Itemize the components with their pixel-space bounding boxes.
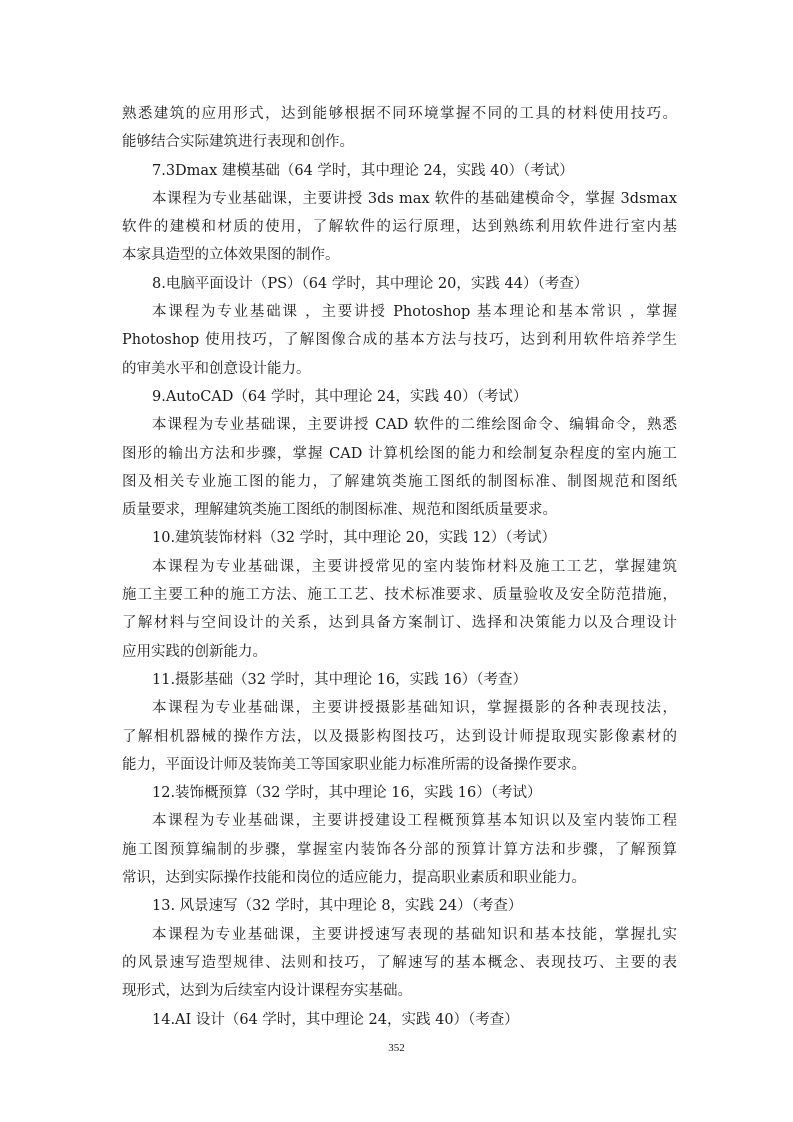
text-line: 应用实践的创新能力。: [122, 643, 267, 660]
text-line: 图形的输出方法和步骤，掌握 CAD 计算机绘图的能力和绘制复杂程度的室内施工: [122, 445, 677, 462]
text-line: 软件的建模和材质的使用，了解软件的运行原理，达到熟练利用软件进行室内基: [122, 219, 677, 236]
course-heading: 10.建筑装饰材料（32 学时，其中理论 20，实践 12）（考试）: [152, 530, 556, 547]
text-line: 本课程为专业基础课，主要讲授常见的室内装饰材料及施工工艺，掌握建筑: [152, 558, 677, 575]
text-line: 的审美水平和创意设计能力。: [122, 360, 311, 377]
text-line: 图及相关专业施工图的能力，了解建筑类施工图纸的制图标准、制图规范和图纸: [122, 473, 677, 490]
text-line: 的风景速写造型规律、法则和技巧，了解速写的基本概念、表现技巧、主要的表: [122, 954, 677, 971]
course-heading: 13. 风景速写（32 学时，其中理论 8，实践 24）（考查）: [152, 898, 523, 915]
text-line: 质量要求，理解建筑类施工图纸的制图标准、规范和图纸质量要求。: [122, 502, 557, 519]
course-heading: 12.装饰概预算（32 学时，其中理论 16，实践 16）（考试）: [152, 785, 542, 802]
course-description: [122, 553, 677, 666]
course-description: [122, 411, 677, 524]
text-line: 熟悉建筑的应用形式，达到能够根据不同环境掌握不同的工具的材料使用技巧。: [122, 106, 677, 122]
text-line: 能力，平面设计师及装饰美工等国家职业能力标准所需的设备操作要求。: [122, 756, 586, 773]
text-line: 常识，达到实际操作技能和岗位的适应能力，提高职业素质和职业能力。: [122, 870, 586, 887]
text-line: 了解材料与空间设计的关系，达到具备方案制订、选择和决策能力以及合理设计: [122, 615, 677, 632]
text-line: 本家具造型的立体效果图的制作。: [122, 247, 340, 264]
text-line: 现形式，达到为后续室内设计课程夯实基础。: [122, 983, 412, 1000]
page-body: [122, 100, 677, 1034]
course-description: [122, 100, 677, 157]
text-line: 施工图预算编制的步骤，掌握室内装饰各分部的预算计算方法和步骤，了解预算: [122, 841, 677, 858]
text-line: 本课程为专业基础课，主要讲授速写表现的基础知识和基本技能，掌握扎实: [152, 926, 677, 943]
text-line: 施工主要工种的施工方法、施工工艺、技术标准要求、质量验收及安全防范措施，: [122, 587, 677, 604]
course-description: [122, 694, 677, 779]
course-heading: 11.摄影基础（32 学时，其中理论 16，实践 16）（考查）: [152, 671, 527, 688]
course-heading: 8.电脑平面设计（PS）（64 学时，其中理论 20，实践 44）（考查）: [152, 275, 589, 292]
text-line: 本课程为专业基础课，主要讲授建设工程概预算基本知识以及室内装饰工程: [152, 813, 677, 830]
text-line: 了解相机器械的操作方法，以及摄影构图技巧，达到设计师提取现实影像素材的: [122, 728, 677, 745]
course-heading: 14.AI 设计（64 学时，其中理论 24，实践 40）（考查）: [152, 1011, 519, 1028]
text-line: 本课程为专业基础课，主要讲授摄影基础知识，掌握摄影的各种表现技法，: [152, 700, 677, 717]
page-number: 352: [388, 1042, 405, 1054]
course-heading: 9.AutoCAD（64 学时，其中理论 24，实践 40）（考试）: [152, 388, 528, 405]
course-description: [122, 807, 677, 892]
course-description: [122, 185, 677, 270]
text-line: 本课程为专业基础课，主要讲授 3ds max 软件的基础建模命令，掌握 3dsmax: [152, 190, 677, 207]
text-line: 能够结合实际建筑进行表现和创作。: [122, 134, 354, 151]
text-line: 本课程为专业基础课 ，主要讲授 Photoshop 基本理论和基本常识 ，掌握: [152, 304, 677, 321]
text-line: Photoshop 使用技巧，了解图像合成的基本方法与技巧，达到利用软件培养学生: [122, 332, 677, 349]
course-description: [122, 921, 677, 1006]
course-heading: 7.3Dmax 建模基础（64 学时，其中理论 24，实践 40）（考试）: [152, 162, 574, 179]
text-line: 本课程为专业基础课，主要讲授 CAD 软件的二维绘图命令、编辑命令，熟悉: [152, 417, 677, 434]
course-description: [122, 298, 677, 383]
